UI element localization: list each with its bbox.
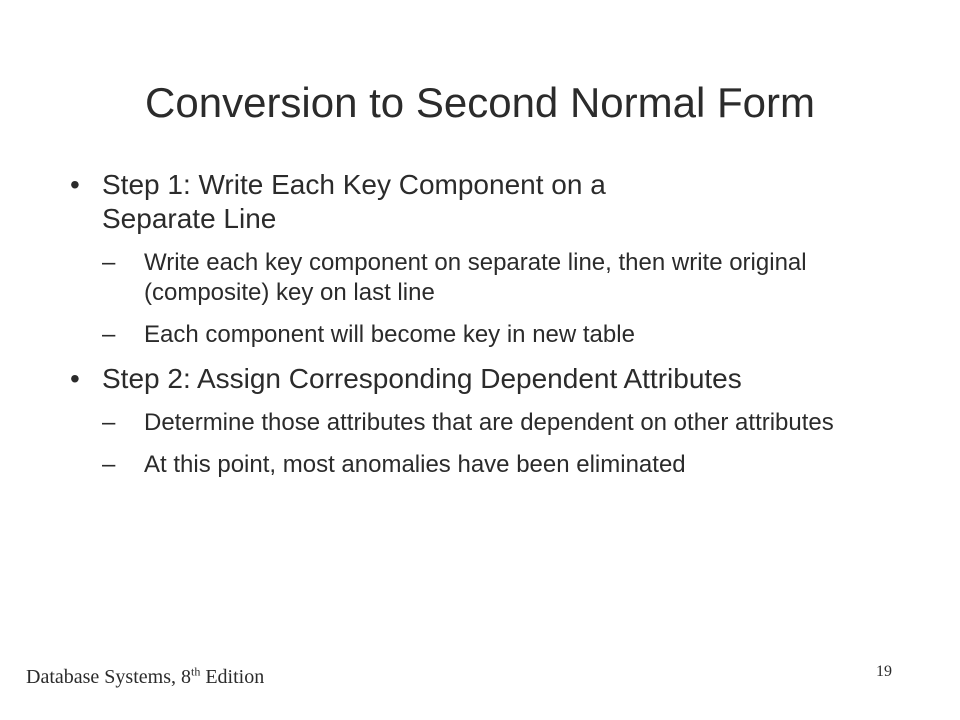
- bullet-list: [70, 168, 900, 492]
- bullet-text: Step 2: Assign Corresponding Dependent Attributes: [102, 363, 742, 394]
- bullet-marker: •: [70, 169, 80, 200]
- dash-marker: –: [102, 321, 116, 348]
- dash-marker: –: [102, 249, 116, 276]
- footer-book-suffix: Edition: [200, 666, 265, 688]
- footer-book-prefix: Database Systems, 8: [26, 666, 191, 688]
- footer-book-sup: th: [190, 664, 201, 679]
- bullet-text: Step 1: Write Each Key Component on a Separate Line: [102, 169, 606, 234]
- bullet-step-1: [70, 168, 900, 350]
- page-number: 19: [876, 663, 892, 680]
- slide-title: Conversion to Second Normal Form: [145, 79, 815, 126]
- dash-marker: –: [102, 451, 116, 478]
- sub-bullet-text: Write each key component on separate line, then write original (composite) key on last line: [144, 249, 807, 306]
- sub-bullet-text: At this point, most anomalies have been eliminated: [144, 451, 686, 478]
- footer-book-title: [26, 665, 264, 689]
- bullet-marker: •: [70, 363, 80, 394]
- sub-bullet: [102, 450, 900, 480]
- dash-marker: –: [102, 409, 116, 436]
- bullet-step-2: [70, 362, 900, 480]
- sub-bullet: [102, 408, 900, 438]
- sub-list: [102, 408, 900, 480]
- sub-list: [102, 248, 900, 350]
- sub-bullet: [102, 248, 900, 308]
- sub-bullet: [102, 320, 900, 350]
- sub-bullet-text: Each component will become key in new table: [144, 321, 635, 348]
- sub-bullet-text: Determine those attributes that are dependent on other attributes: [144, 409, 834, 436]
